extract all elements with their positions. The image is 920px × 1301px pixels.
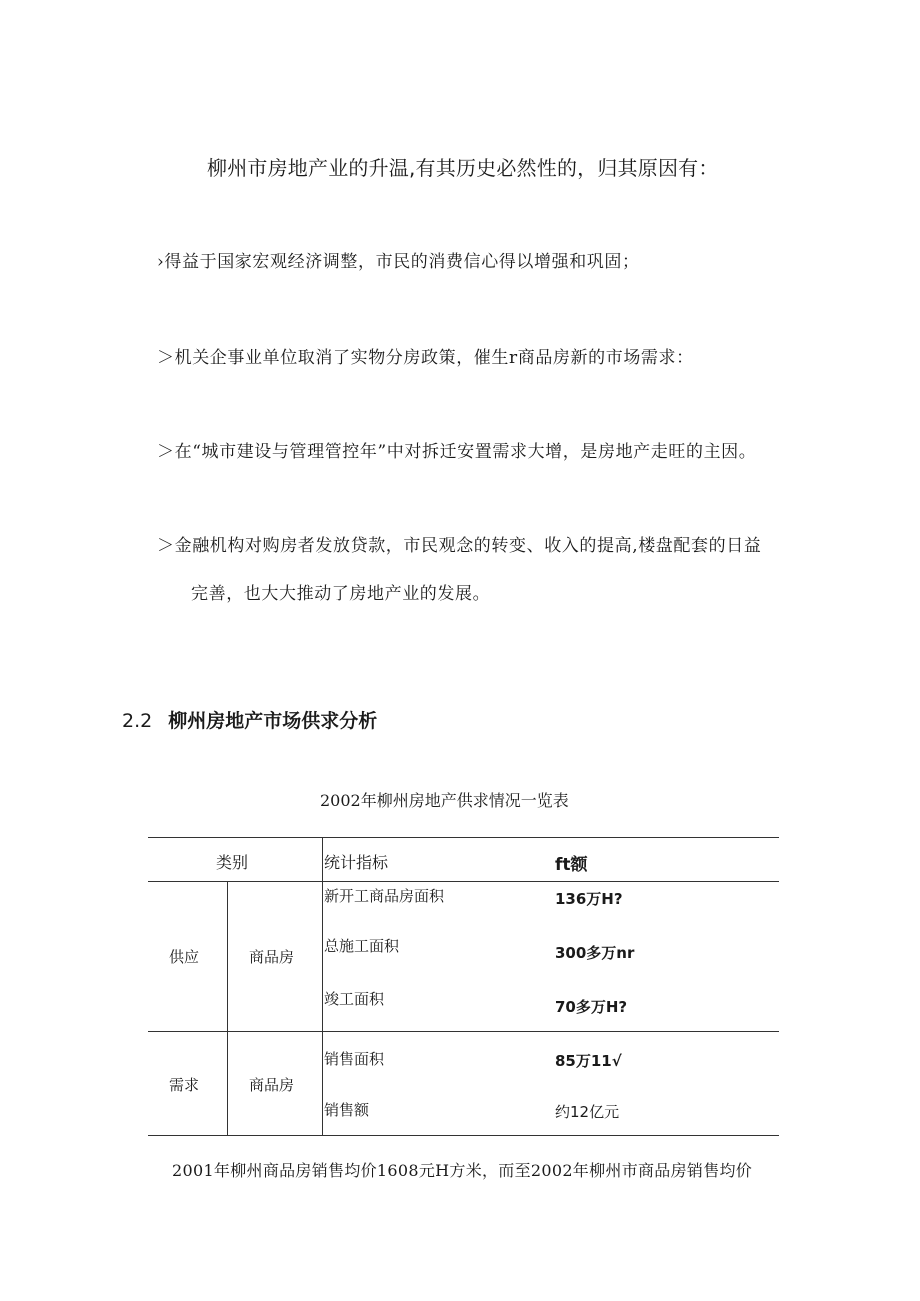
demand-indicator-1: 销售面积 (324, 1050, 385, 1068)
table-column-divider (322, 837, 323, 1135)
demand-value-1: 85万11√ (555, 1052, 622, 1070)
supply-category: 供应 (169, 948, 200, 966)
table-header-rule (148, 881, 779, 882)
demand-type: 商品房 (249, 1076, 295, 1094)
supply-value-2: 300多万nr (555, 944, 635, 962)
bullet-item-1: ›得益于国家宏观经济调整，市民的消费信心得以增强和巩固； (157, 252, 640, 272)
supply-indicator-1: 新开工商品房面积 (324, 887, 445, 905)
table-bottom-rule (148, 1135, 779, 1136)
supply-indicator-2: 总施工面积 (324, 937, 400, 955)
demand-value-2: 约12亿元 (555, 1103, 620, 1121)
table-top-rule (148, 837, 779, 838)
table-caption: 2002年柳州房地产供求情况一览表 (320, 791, 569, 810)
demand-indicator-2: 销售额 (324, 1101, 370, 1119)
footer-paragraph: 2001年柳州商品房销售均价1608元H方米，而至2002年柳州市商品房销售均价 (172, 1161, 753, 1180)
table-section-rule (148, 1031, 779, 1032)
section-number: 2.2 (122, 710, 153, 732)
intro-paragraph: 柳州市房地产业的升温,有其历史必然性的，归其原因有： (207, 156, 719, 180)
supply-type: 商品房 (249, 948, 295, 966)
table-category-divider (227, 881, 228, 1135)
header-amount: ft额 (555, 855, 588, 875)
header-indicator: 统计指标 (324, 853, 389, 872)
supply-indicator-3: 竣工面积 (324, 990, 385, 1008)
section-heading (122, 706, 377, 733)
section-title: 柳州房地产市场供求分析 (168, 710, 378, 732)
bullet-item-3: ＞在“城市建设与管理管控年”中对拆迁安置需求大增，是房地产走旺的主因。 (157, 442, 757, 462)
bullet-item-4-continuation: 完善，也大大推动了房地产业的发展。 (191, 584, 491, 604)
header-category: 类别 (216, 853, 249, 872)
bullet-item-2: ＞机关企事业单位取消了实物分房政策，催生r商品房新的市场需求： (157, 348, 694, 368)
supply-value-1: 136万H? (555, 890, 623, 908)
bullet-item-4: ＞金融机构对购房者发放贷款，市民观念的转变、收入的提高,楼盘配套的日益 (157, 536, 762, 556)
supply-value-3: 70多万H? (555, 998, 628, 1016)
demand-category: 需求 (169, 1076, 200, 1094)
